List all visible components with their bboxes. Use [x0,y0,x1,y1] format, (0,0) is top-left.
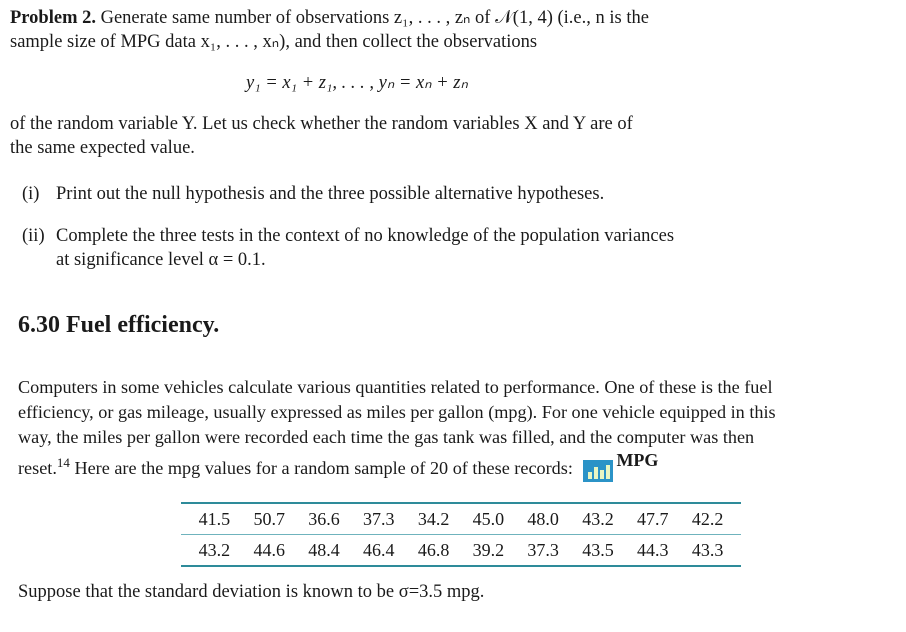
table-cell: 37.3 [527,540,559,560]
table-cell: 48.0 [527,509,559,529]
list-item [22,224,842,272]
closing-sentence: Suppose that the standard deviation is known to be σ=3.5 mpg. [18,582,485,602]
table-cell: 43.5 [582,540,614,560]
table-cell: 50.7 [253,509,285,529]
table-cell: 39.2 [472,540,505,560]
table-cell: 48.4 [308,540,340,560]
item-label: (i) [22,184,40,204]
data-file-icon [583,460,613,482]
table-cell: 36.6 [308,509,340,529]
table-row [181,535,741,565]
list-item [22,182,604,206]
item-text: Complete the three tests in the context of no knowledge of the population variances [56,226,675,246]
table-cell: 46.4 [363,540,395,560]
table-cell: 42.2 [691,509,724,529]
item-text-continued: at significance level α = 0.1. [56,250,266,270]
item-label: (ii) [22,226,45,246]
table-cell: 44.6 [253,540,285,560]
mpg-link-label: MPG [616,450,659,471]
item-text: Print out the null hypothesis and the three possible alternative hypotheses. [56,184,605,204]
section-title: 6.30 Fuel efficiency. [18,312,220,338]
mpg-values-table [181,502,741,567]
table-cell: 44.3 [637,540,669,560]
problem-label: Problem 2. [10,8,96,28]
table-row [181,504,741,535]
table-cell: 43.2 [198,540,231,560]
problem-line-3: of the random variable Y. Let us check whether the random variables X and Y are of [10,114,633,134]
paragraph-line: efficiency, or gas mileage, usually expressed as miles per gallon (mpg). For one vehicle equipped in this [18,402,776,422]
footnote-marker[interactable]: 14 [56,455,70,470]
mpg-data-link[interactable] [583,450,659,482]
paragraph-line: reset. [18,458,57,479]
table-cell: 43.2 [582,509,614,529]
section-paragraph [18,375,888,482]
table-cell: 41.5 [198,509,231,529]
table-cell: 46.8 [417,540,450,560]
table-cell: 47.7 [637,509,669,529]
observation-equation: y₁ = x₁ + z₁, . . . , yₙ = xₙ + zₙ [246,73,468,93]
problem-line-2: sample size of MPG data x₁, . . . , xₙ), and then collect the observations [10,32,538,52]
table-cell: 37.3 [363,509,395,529]
table-cell: 45.0 [472,509,505,529]
problem-intro [10,6,890,54]
paragraph-line: way, the miles per gallon were recorded each time the gas tank was filled, and the computer was then [18,427,755,447]
paragraph-line: Here are the mpg values for a random sample of 20 of these records: [69,458,573,479]
problem-continuation [10,112,890,160]
paragraph-line: Computers in some vehicles calculate various quantities related to performance. One of these is the fuel [18,377,773,397]
problem-line-4: the same expected value. [10,138,195,158]
table-cell: 43.3 [691,540,724,560]
table-cell: 34.2 [417,509,450,529]
problem-line-1: Generate same number of observations z₁, . . . , zₙ of 𝒩(1, 4) (i.e., n is the [95,8,649,28]
